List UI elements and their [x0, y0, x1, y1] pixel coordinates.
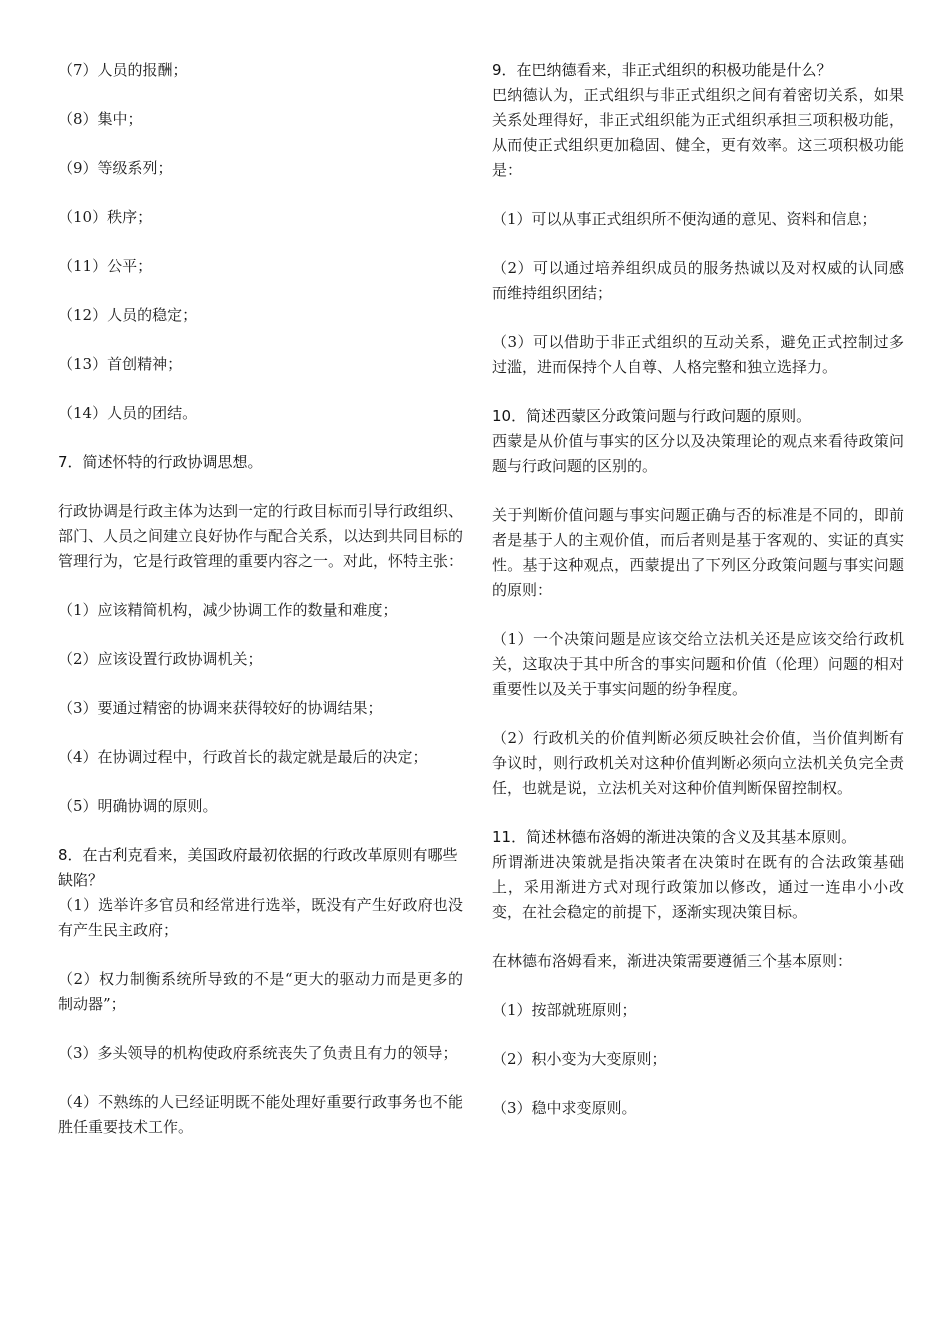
question-11-heading: 11．简述林德布洛姆的渐进决策的含义及其基本原则。	[492, 828, 857, 846]
list-item: （1）一个决策问题是应该交给立法机关还是应该交给行政机关，这取决于其中所含的事实问题和价值（伦理）问题的相对重要性以及关于事实问题的纷争程度。	[492, 630, 904, 698]
question-7-heading: 7．简述怀特的行政协调思想。	[58, 453, 263, 471]
question-7-intro: 行政协调是行政主体为达到一定的行政目标而引导行政组织、部门、人员之间建立良好协作与配合关系，以达到共同目标的管理行为，它是行政管理的重要内容之一。对此，怀特主张：	[58, 502, 464, 570]
left-column	[58, 58, 463, 1140]
question-10-paragraph: 关于判断价值问题与事实问题正确与否的标准是不同的，即前者是基于人的主观价值，而后者则是基于客观的、实证的真实性。基于这种观点，西蒙提出了下列区分政策问题与事实问题的原则：	[492, 506, 904, 599]
list-item: （1）选举许多官员和经常进行选举，既没有产生好政府也没有产生民主政府；	[58, 896, 463, 939]
question-11-intro: 所谓渐进决策就是指决策者在决策时在既有的合法政策基础上，采用渐进方式对现行政策加以修改，通过一连串小小改变，在社会稳定的前提下，逐渐实现决策目标。	[492, 853, 904, 921]
list-item: （3）可以借助于非正式组织的互动关系，避免正式控制过多过滥，进而保持个人自尊、人格完整和独立选择力。	[492, 333, 904, 376]
list-item: （3）多头领导的机构使政府系统丧失了负责且有力的领导；	[58, 1044, 458, 1062]
list-item: （2）权力制衡系统所导致的不是“更大的驱动力而是更多的制动器”；	[58, 970, 463, 1013]
list-item: （14）人员的团结。	[58, 404, 198, 422]
list-item: （1）按部就班原则；	[492, 1001, 637, 1019]
question-9-intro: 巴纳德认为，正式组织与非正式组织之间有着密切关系，如果关系处理得好，非正式组织能为正式组织承担三项积极功能，从而使正式组织更加稳固、健全，更有效率。这三项积极功能是：	[492, 86, 904, 179]
list-item: （1）可以从事正式组织所不便沟通的意见、资料和信息；	[492, 210, 877, 228]
list-item: （3）稳中求变原则。	[492, 1099, 637, 1117]
list-item: （4）不熟练的人已经证明既不能处理好重要行政事务也不能胜任重要技术工作。	[58, 1093, 463, 1136]
question-9-heading: 9．在巴纳德看来，非正式组织的积极功能是什么？	[492, 61, 832, 79]
list-item: （8）集中；	[58, 110, 143, 128]
list-item: （5）明确协调的原则。	[58, 797, 218, 815]
list-item: （2）应该设置行政协调机关；	[58, 650, 263, 668]
list-item: （12）人员的稳定；	[58, 306, 198, 324]
list-item: （13）首创精神；	[58, 355, 183, 373]
list-item: （7）人员的报酬；	[58, 61, 188, 79]
question-8-heading: 8．在古利克看来，美国政府最初依据的行政改革原则有哪些缺陷？	[58, 846, 458, 889]
list-item: （2）行政机关的价值判断必须反映社会价值，当价值判断有争议时，则行政机关对这种价值判断必须向立法机关负完全责任，也就是说，立法机关对这种价值判断保留控制权。	[492, 729, 904, 797]
right-column	[492, 58, 904, 1121]
list-item: （10）秩序；	[58, 208, 153, 226]
question-10-intro: 西蒙是从价值与事实的区分以及决策理论的观点来看待政策问题与行政问题的区别的。	[492, 432, 904, 475]
list-item: （4）在协调过程中，行政首长的裁定就是最后的决定；	[58, 748, 428, 766]
question-11-paragraph: 在林德布洛姆看来，渐进决策需要遵循三个基本原则：	[492, 952, 853, 970]
list-item: （11）公平；	[58, 257, 153, 275]
list-item: （3）要通过精密的协调来获得较好的协调结果；	[58, 699, 383, 717]
question-10-heading: 10．简述西蒙区分政策问题与行政问题的原则。	[492, 407, 812, 425]
list-item: （2）可以通过培养组织成员的服务热诚以及对权威的认同感而维持组织团结；	[492, 259, 904, 302]
list-item: （9）等级系列；	[58, 159, 173, 177]
list-item: （2）积小变为大变原则；	[492, 1050, 667, 1068]
list-item: （1）应该精简机构，减少协调工作的数量和难度；	[58, 601, 398, 619]
